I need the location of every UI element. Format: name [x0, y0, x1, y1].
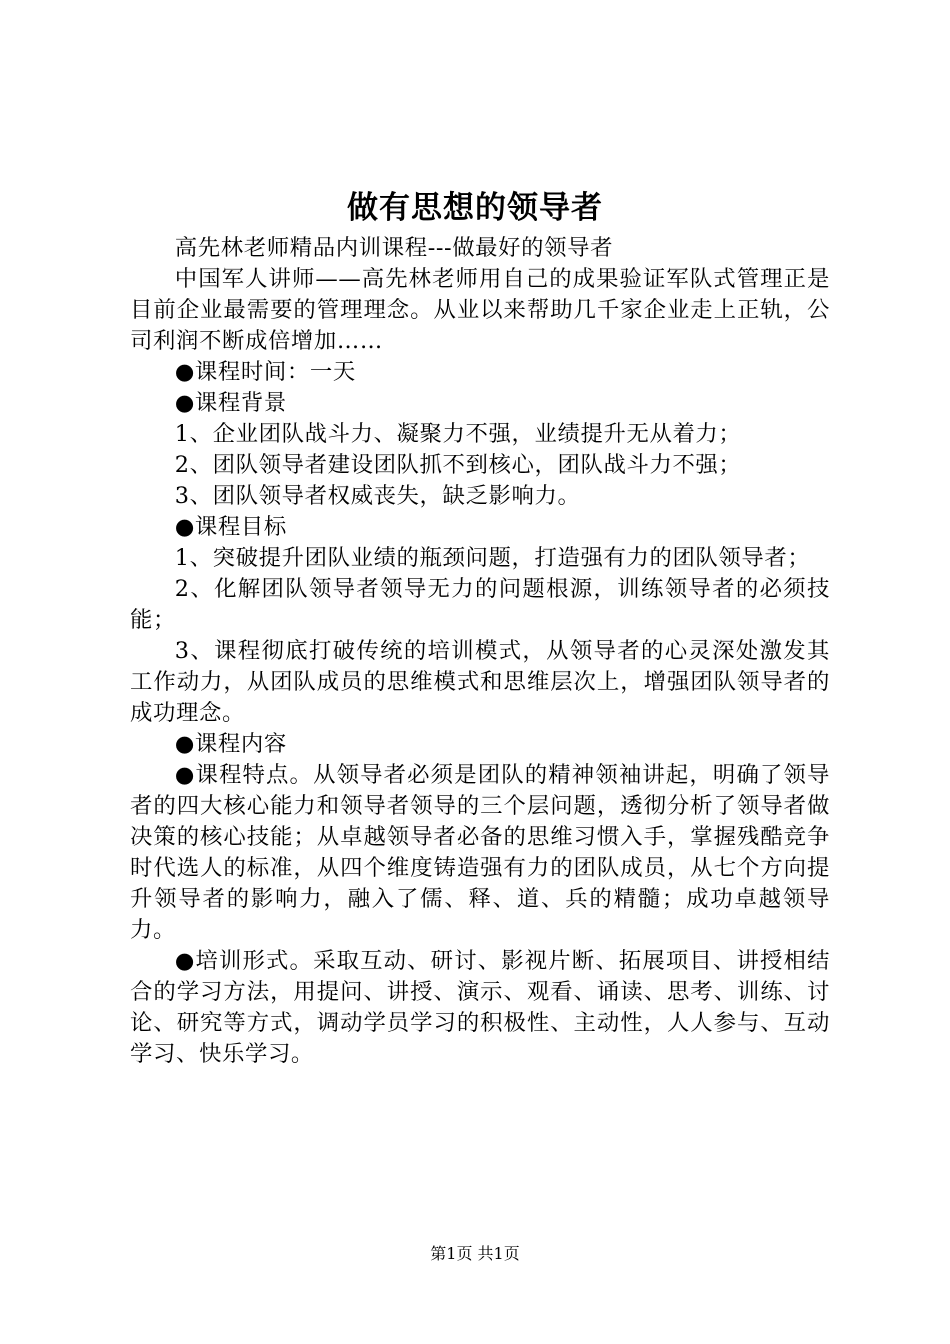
heading-course-goals: ●课程目标 — [174, 514, 287, 540]
paragraph-subtitle: 高先林老师精品内训课程---做最好的领导者 — [174, 235, 614, 261]
page-footer: 第1页 共1页 — [430, 1244, 520, 1263]
background-item-3: 3、团队领导者权威丧失，缺乏影响力。 — [174, 483, 581, 509]
paragraph-course-time: ●课程时间：一天 — [174, 359, 356, 385]
goal-item-1: 1、突破提升团队业绩的瓶颈问题，打造强有力的团队领导者； — [174, 545, 811, 571]
paragraph-course-features: ●课程特点。从领导者必须是团队的精神领袖讲起，明确了领导者的四大核心能力和领导者领导的三个层问题，透彻分析了领导者做决策的核心技能；从卓越领导者必备的思维习惯入手，掌握残酷竞争时代选人的标准，从四个维度铸造强有力的团队成员，从七个方向提升领导者的影响力，融入了儒、释、道、兵的精髓；成功卓越领导力。 — [130, 762, 830, 943]
heading-course-content: ●课程内容 — [174, 731, 287, 757]
document-title: 做有思想的领导者 — [347, 190, 603, 226]
goal-item-3: 3、课程彻底打破传统的培训模式，从领导者的心灵深处激发其工作动力，从团队成员的思维模式和思维层次上，增强团队领导者的成功理念。 — [130, 638, 830, 726]
background-item-1: 1、企业团队战斗力、凝聚力不强，业绩提升无从着力； — [174, 421, 742, 447]
heading-course-background: ●课程背景 — [174, 390, 287, 416]
paragraph-intro: 中国军人讲师——高先林老师用自己的成果验证军队式管理正是目前企业最需要的管理理念。从业以来帮助几千家企业走上正轨，公司利润不断成倍增加…… — [130, 266, 830, 354]
goal-item-2: 2、化解团队领导者领导无力的问题根源，训练领导者的必须技能； — [130, 576, 830, 633]
document-body — [130, 233, 830, 1070]
paragraph-training-format: ●培训形式。采取互动、研讨、影视片断、拓展项目、讲授相结合的学习方法，用提问、讲授、演示、观看、诵读、思考、训练、讨论、研究等方式，调动学员学习的积极性、主动性，人人参与、互动学习、快乐学习。 — [130, 948, 830, 1067]
background-item-2: 2、团队领导者建设团队抓不到核心，团队战斗力不强； — [174, 452, 742, 478]
